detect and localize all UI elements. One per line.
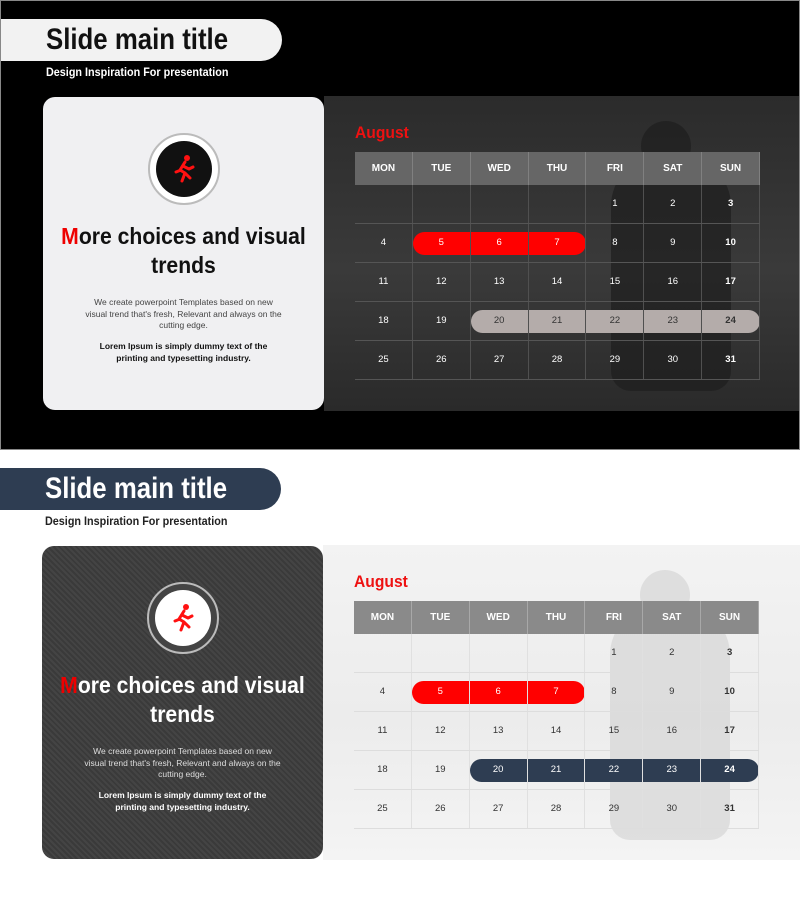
- calendar-day-cell[interactable]: 18: [355, 302, 413, 340]
- calendar-day-cell[interactable]: 22: [585, 751, 643, 789]
- weekday-label: SAT: [644, 152, 702, 185]
- calendar-day-cell[interactable]: 25: [355, 341, 413, 379]
- calendar-day-cell[interactable]: 28: [528, 790, 586, 828]
- card-body-text[interactable]: We create powerpoint Templates based on new visual trend that's fresh, Relevant and always on the cutting edge.: [85, 297, 282, 330]
- calendar-day-cell[interactable]: 15: [585, 712, 643, 750]
- calendar-day-cell[interactable]: [412, 634, 470, 672]
- calendar-month[interactable]: August: [355, 123, 409, 142]
- calendar-day-cell[interactable]: 24: [701, 751, 759, 789]
- calendar-day-cell[interactable]: [529, 185, 587, 223]
- weekday-label: MON: [354, 601, 412, 634]
- calendar-week-row: [354, 712, 759, 751]
- calendar-day-cell[interactable]: 26: [412, 790, 470, 828]
- calendar-day-cell[interactable]: 13: [471, 263, 529, 301]
- calendar-day-cell[interactable]: 29: [585, 790, 643, 828]
- title-banner: [1, 19, 282, 61]
- calendar-day-cell[interactable]: 2: [644, 185, 702, 223]
- calendar-day-cell[interactable]: 20: [470, 751, 528, 789]
- calendar-day-cell[interactable]: [528, 634, 586, 672]
- calendar-day-cell[interactable]: 9: [644, 224, 702, 262]
- calendar-day-cell[interactable]: [354, 634, 412, 672]
- calendar-week-row: [355, 224, 760, 263]
- calendar-day-cell[interactable]: 20: [471, 302, 529, 340]
- calendar-day-cell[interactable]: 24: [702, 302, 760, 340]
- card-bold-text[interactable]: Lorem Ipsum is simply dummy text of the printing and typesetting industry.: [98, 790, 267, 812]
- calendar-day-cell[interactable]: 13: [470, 712, 528, 750]
- calendar-day-cell[interactable]: 11: [355, 263, 413, 301]
- calendar-day-cell[interactable]: 17: [702, 263, 760, 301]
- calendar-day-cell[interactable]: 29: [586, 341, 644, 379]
- calendar-day-cell[interactable]: 21: [528, 751, 586, 789]
- calendar-day-cell[interactable]: 27: [470, 790, 528, 828]
- calendar-day-cell[interactable]: 16: [644, 263, 702, 301]
- slide-subtitle[interactable]: Design Inspiration For presentation: [46, 65, 229, 79]
- weekday-label: SUN: [701, 601, 759, 634]
- slide-title[interactable]: Slide main title: [46, 23, 229, 56]
- calendar-day-cell[interactable]: 25: [354, 790, 412, 828]
- calendar-day-cell[interactable]: 17: [701, 712, 759, 750]
- calendar-week-row: [355, 185, 760, 224]
- icon-badge: [147, 582, 219, 654]
- calendar-week-row: [355, 302, 760, 341]
- calendar-day-cell[interactable]: 14: [528, 712, 586, 750]
- calendar-week-row: [355, 263, 760, 302]
- calendar-day-cell[interactable]: [471, 185, 529, 223]
- info-card: [43, 97, 324, 410]
- calendar-day-cell[interactable]: 16: [643, 712, 701, 750]
- calendar-day-cell[interactable]: 23: [643, 751, 701, 789]
- info-card: [42, 546, 323, 859]
- calendar-day-cell[interactable]: 19: [413, 302, 471, 340]
- calendar-day-cell[interactable]: 30: [643, 790, 701, 828]
- calendar-day-cell[interactable]: 10: [702, 224, 760, 262]
- calendar-day-cell[interactable]: 4: [355, 224, 413, 262]
- running-person-icon: [155, 590, 211, 646]
- calendar-day-cell[interactable]: 2: [643, 634, 701, 672]
- calendar-weekday-header: [355, 152, 760, 185]
- weekday-label: MON: [355, 152, 413, 185]
- calendar-day-cell[interactable]: 26: [413, 341, 471, 379]
- slide-title[interactable]: Slide main title: [45, 472, 228, 505]
- weekday-label: THU: [529, 152, 587, 185]
- calendar-day-cell[interactable]: 5: [412, 673, 470, 711]
- calendar-day-cell[interactable]: 5: [413, 224, 471, 262]
- weekday-label: TUE: [412, 601, 470, 634]
- calendar-day-cell[interactable]: 8: [585, 673, 643, 711]
- calendar-day-cell[interactable]: 1: [586, 185, 644, 223]
- calendar-day-cell[interactable]: 11: [354, 712, 412, 750]
- calendar-day-cell[interactable]: 12: [412, 712, 470, 750]
- slide-subtitle[interactable]: Design Inspiration For presentation: [45, 514, 228, 528]
- calendar-week-row: [354, 634, 759, 673]
- calendar-grid: [355, 152, 760, 380]
- calendar-day-cell[interactable]: [355, 185, 413, 223]
- calendar-day-cell[interactable]: 19: [412, 751, 470, 789]
- calendar-day-cell[interactable]: 21: [529, 302, 587, 340]
- calendar-day-cell[interactable]: 8: [586, 224, 644, 262]
- calendar-day-cell[interactable]: 31: [702, 341, 760, 379]
- calendar-day-cell[interactable]: [470, 634, 528, 672]
- calendar-week-row: [355, 341, 760, 380]
- weekday-label: WED: [470, 601, 528, 634]
- calendar-day-cell[interactable]: 12: [413, 263, 471, 301]
- calendar-day-cell[interactable]: 27: [471, 341, 529, 379]
- calendar-day-cell[interactable]: 6: [470, 673, 528, 711]
- calendar-day-cell[interactable]: 18: [354, 751, 412, 789]
- calendar-day-cell[interactable]: 9: [643, 673, 701, 711]
- card-heading[interactable]: More choices and visual trends: [61, 223, 306, 278]
- running-person-icon: [156, 141, 212, 197]
- calendar-week-row: [354, 673, 759, 712]
- calendar-day-cell[interactable]: 28: [529, 341, 587, 379]
- calendar-day-cell[interactable]: 14: [529, 263, 587, 301]
- calendar-day-cell[interactable]: 10: [701, 673, 759, 711]
- card-body-text[interactable]: We create powerpoint Templates based on new visual trend that's fresh, Relevant and always on the cutting edge.: [84, 746, 281, 779]
- calendar-day-cell[interactable]: 31: [701, 790, 759, 828]
- calendar-day-cell[interactable]: 3: [701, 634, 759, 672]
- calendar-weekday-header: [354, 601, 759, 634]
- calendar-week-row: [354, 751, 759, 790]
- icon-badge: [148, 133, 220, 205]
- weekday-label: TUE: [413, 152, 471, 185]
- calendar-day-cell[interactable]: 6: [471, 224, 529, 262]
- card-bold-text[interactable]: Lorem Ipsum is simply dummy text of the printing and typesetting industry.: [99, 341, 268, 363]
- weekday-label: THU: [528, 601, 586, 634]
- calendar-grid: [354, 601, 759, 829]
- weekday-label: SUN: [702, 152, 760, 185]
- weekday-label: SAT: [643, 601, 701, 634]
- calendar-day-cell[interactable]: 3: [702, 185, 760, 223]
- title-banner: [0, 468, 281, 510]
- weekday-label: WED: [471, 152, 529, 185]
- weekday-label: FRI: [586, 152, 644, 185]
- calendar-day-cell[interactable]: 1: [585, 634, 643, 672]
- calendar-day-cell[interactable]: 7: [529, 224, 587, 262]
- card-heading[interactable]: More choices and visual trends: [60, 672, 305, 727]
- calendar-day-cell[interactable]: 4: [354, 673, 412, 711]
- weekday-label: FRI: [585, 601, 643, 634]
- calendar-day-cell[interactable]: [413, 185, 471, 223]
- calendar-day-cell[interactable]: 23: [644, 302, 702, 340]
- calendar-day-cell[interactable]: 7: [528, 673, 586, 711]
- calendar-month[interactable]: August: [354, 572, 408, 591]
- calendar-day-cell[interactable]: 30: [644, 341, 702, 379]
- slide-light-variant: [0, 450, 800, 900]
- calendar-day-cell[interactable]: 15: [586, 263, 644, 301]
- calendar-week-row: [354, 790, 759, 829]
- calendar-day-cell[interactable]: 22: [586, 302, 644, 340]
